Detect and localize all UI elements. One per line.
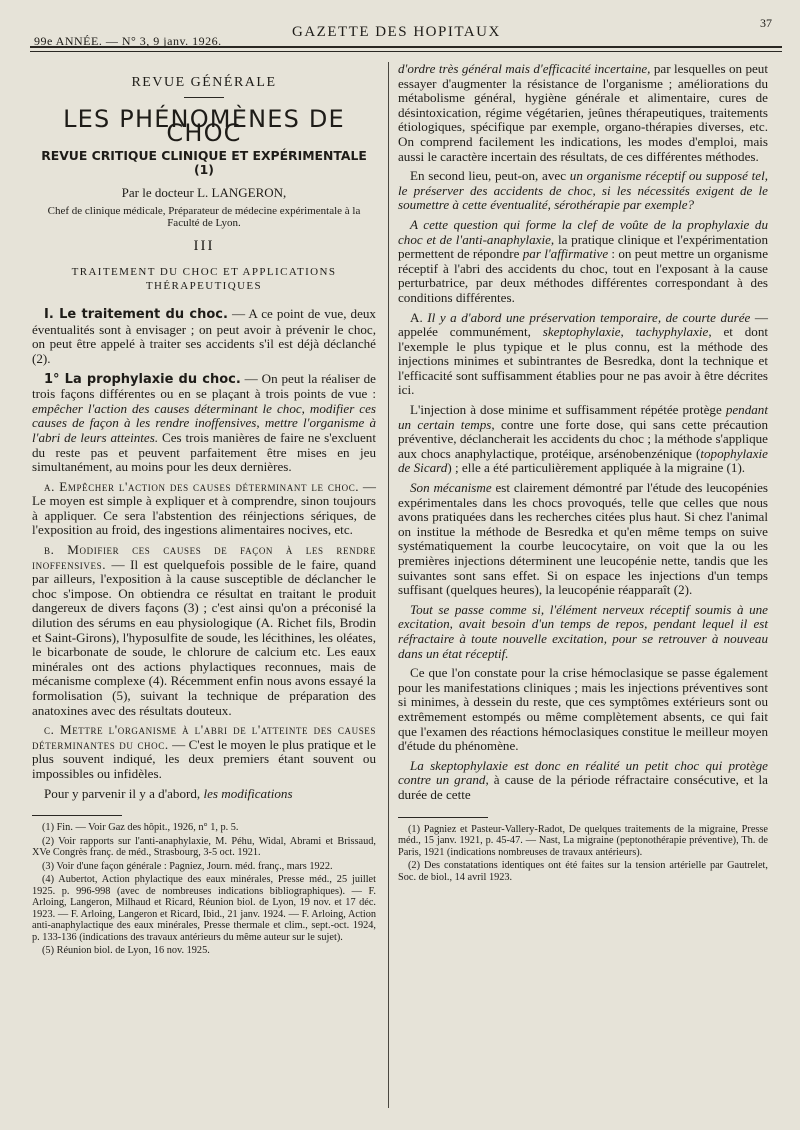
- paragraph-a: a. Empêcher l'action des causes déterminant le choc. — Le moyen est simple à expliquer et à comprendre, sinon toujours à appliquer. Ce sera l'abstention des réinjections sériques, de l'exposition au froid, des ingestions alimentaires nocives, etc.: [32, 478, 376, 538]
- paragraph-keystone: A cette question qui forme la clef de voûte de la prophylaxie du choc et de l'anti-anaphylaxie, la pratique clinique et l'expérimentation permettent de répondre par l'affirmative : on peut mettre un organisme réceptif à l'abri des accidents du choc, tout en l'exposant à la cause perturbatrice, par deux méthodes différentes correspondant à des conditions différentes.: [398, 216, 769, 305]
- part-heading: TRAITEMENT DU CHOC ET APPLICATIONS THÉRAPEUTIQUES: [71, 266, 337, 293]
- paragraph-hemoclastic: Ce que l'on constate pour la crise hémoclasique se passe également pour les manifestations cliniques ; mais les injections préventives sont si minimes, à dessein du reste, que ces symptômes extérieurs sont ou extrêmement estompés ou même complètement absents, ce qui fait que l'examen des réactions hémoclasiques constitue le meilleur moyen d'étude du phénomène.: [398, 665, 768, 754]
- paragraph-treatment: I. Le traitement du choc. — A ce point de vue, deux éventualités sont à envisager ; on peut avoir à prévenir le choc, on peut être appelé à traiter ses accidents s'il est déjà déclanché (2).: [32, 306, 376, 366]
- paragraph-minimal-dose: L'injection à dose minime et suffisamment répétée protège pendant un certain temps, contre une forte dose, qui sans cette précaution préventive, déclancherait les accidents du choc ; la méthode s'applique aux chocs anaphylactique, protéique, arsénobenzénique (topophylaxie de Sicard) ; elle a été particulièrement appliquée à la migraine (1).: [398, 402, 768, 476]
- paragraph-skeptophylaxis: La skeptophylaxie est donc en réalité un petit choc qui protège contre un grand, à cause de la période réfractaire consécutive, et la durée de cette: [398, 757, 768, 802]
- header-rule-thin: [30, 51, 782, 52]
- column-separator: [388, 62, 389, 1108]
- paragraph-mechanism: Son mécanisme est clairement démontré par l'étude des leucopénies expérimentales dans les chocs provoqués, telle que celles que nous avons pratiquées dans les recherches citées plus haut. Si chez l'animal on institue la méthode de Besredka et qu'en même temps on suive systématiquement la courbe leucocytaire, on voit que la ou les premières injections déterminent une leucopénie nette, tandis que les suivantes sont sans effet. Si on espace les injections d'un temps suffisant (quelques heures), la leucopénie réapparaît (2).: [398, 480, 768, 598]
- footnote: (2) Voir rapports sur l'anti-anaphylaxie, M. Péhu, Widal, Abrami et Brissaud, XVe Congrès franç. de méd., Strasbourg, 3-5 oct. 1921.: [32, 835, 376, 859]
- page-header: [34, 16, 778, 56]
- title-rule: [184, 97, 224, 98]
- footnote: (5) Réunion biol. de Lyon, 16 nov. 1925.: [42, 945, 210, 957]
- section-label: REVUE GÉNÉRALE: [131, 75, 277, 90]
- paragraph-c: c. Mettre l'organisme à l'abri de l'atteinte des causes déterminantes du choc. — C'est le moyen le plus pratique et le plus souvent indiqué, les deux premiers étant souvent ou impossibles ou infidèles.: [32, 722, 376, 781]
- paragraph-receptive-organism: En second lieu, peut-on, avec un organisme réceptif ou supposé tel, le préserver des accidents de choc, si les nécessités exigent de le soumettre à cette éventualité, sérothérapie par exemple?: [398, 168, 768, 213]
- author-affiliation: Chef de clinique médicale, Préparateur de médecine expérimentale à la Faculté de Lyon.: [47, 204, 361, 229]
- footnote: (2) Des constatations identiques ont été faites sur la tension artérielle par Gautrelet, Soc. de biol., 14 avril 1923.: [398, 860, 768, 883]
- page-number: 37: [760, 16, 772, 30]
- author-line: Par le docteur L. LANGERON,: [121, 184, 287, 200]
- issue-info: 99e ANNÉE. — N° 3, 9 janv. 1926.: [34, 34, 222, 48]
- right-footnotes: [398, 824, 768, 884]
- paragraph-b: b. Modifier ces causes de façon à les rendre inoffensives. — Il est quelquefois possible de le faire, quand par ailleurs, l'exposition à la cause susceptible de déclancher le choc s'impose. On obtiendra ce résultat en traitant le produit dangereux de divers façons (3) ; c'est ainsi qu'on a préconisé la dilution des sérums en eau physiologique (A. Richet fils, Brodin et Saint-Girons), l'hyposulfite de soude, les lécithines, les oléates, le bicarbonate de soude, le chlorure de calcium etc. Les eaux minérales ont des actions phylactiques reconnues, mais de mécanisme complexe (4). Récemment enfin nous avons essayé la formolisation (5), suivant la technique de préparation des anatoxines avec des résultats douteux.: [32, 542, 376, 718]
- header-rule: [30, 46, 782, 48]
- paragraph-temporary-preservation: A. Il y a d'abord une préservation temporaire, de courte durée — appelée communément, skeptophylaxie, tachyphylaxie, et dont l'exemple le plus typique et le plus connu, est la méthode des injections minimes et subintrantes de Besredka, dont la technique et l'efficacité sont suffisamment établies pour ne pas avoir à être décrites ici.: [398, 309, 769, 398]
- article-title: LES PHÉNOMÈNES DE CHOC: [63, 104, 345, 148]
- run-in-heading: c. Mettre l'organisme à l'abri de l'atteinte des causes déterminantes du choc.: [32, 722, 376, 752]
- paragraph-modifications: d'ordre très général mais d'efficacité incertaine, par lesquelles on peut essayer d'augmenter la résistance de l'organisme ; améliorations du métabolisme général, hygiène générale et alimentaire, cures de désintoxication, régime végétarien, jeûnes thérapeutiques, traitements étiologiques, spécifique par exemple, organo-thérapies diverses, etc. On comprend facilement les indications, les modes d'emploi, mais aussi le caractère incertain des résultats, de ces différentes méthodes.: [398, 61, 768, 164]
- right-column: [398, 62, 768, 885]
- run-in-heading: a. Empêcher l'action des causes déterminant le choc.: [44, 478, 360, 494]
- left-column: [32, 62, 376, 959]
- paragraph-c-continued: Pour y parvenir il y a d'abord, les modifications: [44, 785, 293, 801]
- footnote-rule: [398, 817, 488, 818]
- journal-name: GAZETTE DES HOPITAUX: [292, 24, 501, 40]
- footnote-rule: [32, 815, 122, 816]
- part-number: III: [193, 237, 215, 254]
- article-subtitle: REVUE CRITIQUE CLINIQUE ET EXPÉRIMENTALE (1): [41, 147, 367, 178]
- footnote: (4) Aubertot, Action phylactique des eaux minérales, Presse méd., 25 juillet 1925. p. 996-998 (avec de nombreuses indications bibliographiques). — F. Arloing, Langeron, Milhaud et Ricard, Réunion biol. de Lyon, 19 nov. et 17 déc. 1923. — F. Arloing, Langeron et Ricard, Ibid., 21 janv. 1924. — F. Arloing, Action anti-anaphylactique des eaux minérales, Presse thermale et clim., sept.-oct. 1924, p. 133-136 (indications des travaux antérieurs du même auteur sur le sujet).: [32, 874, 376, 943]
- run-in-heading: 1° La prophylaxie du choc.: [44, 371, 241, 387]
- footnote: (1) Fin. — Voir Gaz des hôpit., 1926, n° 1, p. 5.: [42, 822, 239, 834]
- run-in-heading: I. Le traitement du choc.: [44, 307, 228, 323]
- paragraph-prophylaxis: 1° La prophylaxie du choc. — On peut la réaliser de trois façons différentes ou en se plaçant à trois points de vue : empêcher l'action des causes déterminant le choc, modifier ces causes de façon à les rendre inoffensives, mettre l'organisme à l'abri de leurs atteintes. Ces trois manières de faire ne s'excluent du reste pas et peuvent parfaitement être mises en jeu simultanément, au moins pour les deux dernières.: [32, 370, 376, 475]
- footnote: (3) Voir d'une façon générale : Pagniez, Journ. méd. franç., mars 1922.: [42, 860, 333, 872]
- left-footnotes: [32, 822, 376, 957]
- paragraph-refractory: Tout se passe comme si, l'élément nerveux réceptif soumis à une excitation, avait besoin d'un temps de repos, pendant lequel il est réfractaire à toute nouvelle excitation, pour se retrouver à nouveau dans un état réceptif.: [398, 601, 768, 661]
- footnote: (1) Pagniez et Pasteur-Vallery-Radot, De quelques traitements de la migraine, Presse méd., 15 janv. 1921, p. 45-47. — Nast, La migraine (peptonothérapie préventive), Th. de Paris, 1921 (indications nombreuses de travaux antérieurs).: [398, 823, 768, 858]
- run-in-heading: b. Modifier ces causes de façon à les rendre inoffensives.: [32, 542, 376, 572]
